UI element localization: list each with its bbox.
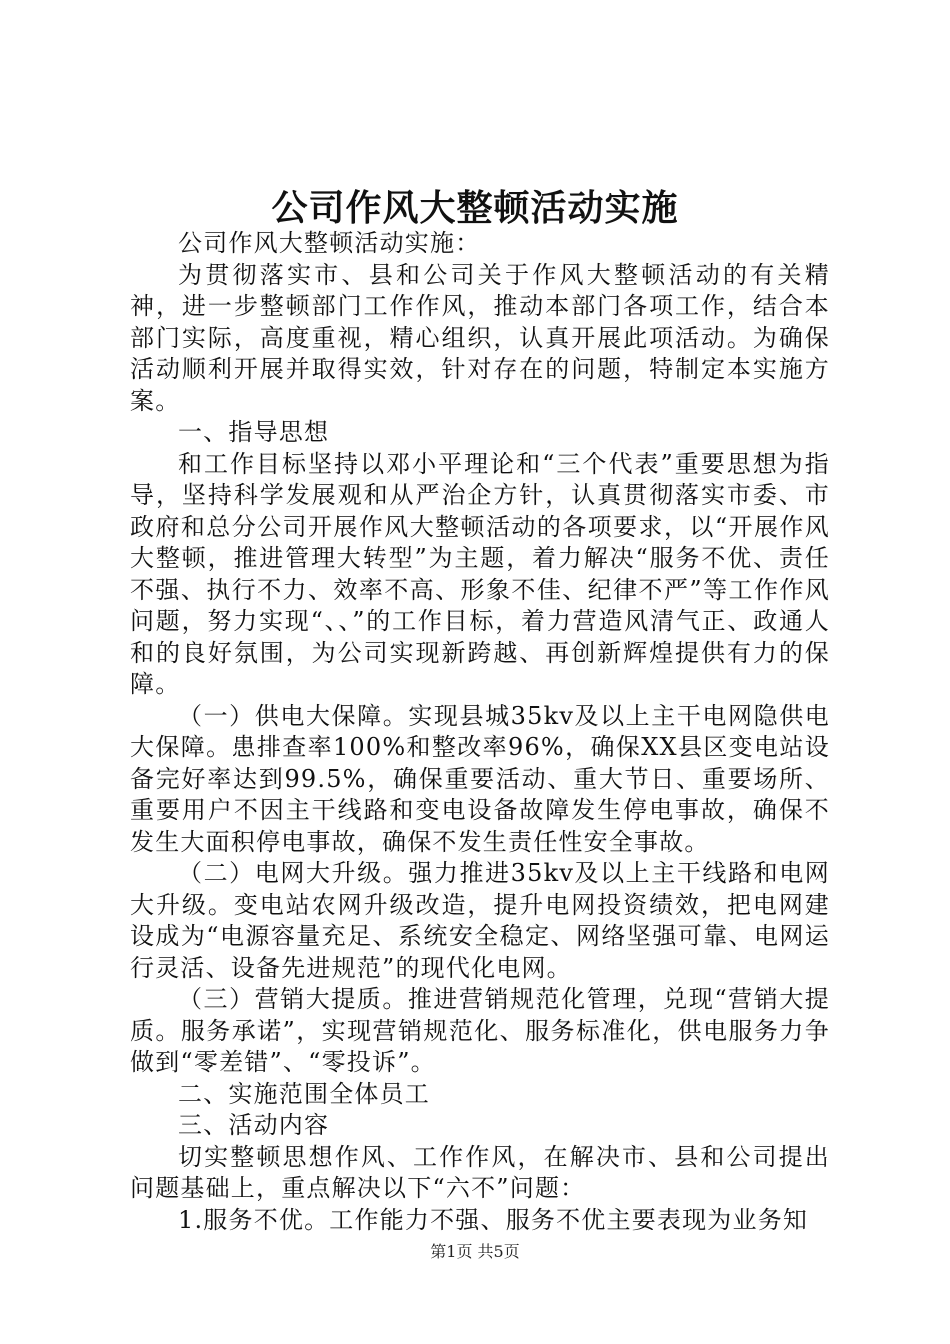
paragraph-content: 切实整顿思想作风、工作作风，在解决市、县和公司提出问题基础上，重点解决以下“六不”问题：: [130, 1142, 830, 1202]
intro-line: 公司作风大整顿活动实施：: [178, 229, 481, 257]
document-title: 公司作风大整顿活动实施: [271, 187, 679, 229]
paragraph-purpose: 为贯彻落实市、县和公司关于作风大整顿活动的有关精神，进一步整顿部门工作作风，推动本部门各项工作，结合本部门实际，高度重视，精心组织，认真开展此项活动。为确保活动顺利开展并取得实效，针对存在的问题，特制定本实施方案。: [130, 260, 830, 415]
paragraph-power-supply: （一）供电大保障。实现县城35kv及以上主干电网隐供电大保障。患排查率100%和整改率96%，确保XX县区变电站设备完好率达到99.5%，确保重要活动、重大节日、重要场所、重要用户不因主干线路和变电设备故障发生停电事故，确保不发生大面积停电事故，确保不发生责任性安全事故。: [130, 701, 830, 856]
section-heading-guiding-thought: 一、指导思想: [178, 418, 330, 446]
paragraph-guiding-thought: 和工作目标坚持以邓小平理论和“三个代表”重要思想为指导，坚持科学发展观和从严治企方针，认真贯彻落实市委、市政府和总分公司开展作风大整顿活动的各项要求，以“开展作风大整顿，推进管理大转型”为主题，着力解决“服务不优、责任不强、执行不力、效率不高、形象不佳、纪律不严”等工作作风问题，努力实现“、、”的工作目标，着力营造风清气正、政通人和的良好氛围，为公司实现新跨越、再创新辉煌提供有力的保障。: [130, 449, 830, 698]
paragraph-item-1: 1.服务不优。工作能力不强、服务不优主要表现为业务知: [178, 1205, 809, 1234]
paragraph-marketing: （三）营销大提质。推进营销规范化管理，兑现“营销大提质。服务承诺”，实现营销规范化、服务标准化，供电服务力争做到“零差错”、“零投诉”。: [130, 985, 830, 1076]
document-body: [130, 228, 830, 1236]
paragraph-grid-upgrade: （二）电网大升级。强力推进35kv及以上主干线路和电网大升级。变电站农网升级改造，提升电网投资绩效，把电网建设成为“电源容量充足、系统安全稳定、网络坚强可靠、电网运行灵活、设备先进规范”的现代化电网。: [130, 859, 830, 982]
section-heading-scope: 二、实施范围全体员工: [178, 1079, 430, 1108]
page-footer: 第1页 共5页: [430, 1242, 520, 1261]
section-heading-content: 三、活动内容: [178, 1111, 330, 1139]
